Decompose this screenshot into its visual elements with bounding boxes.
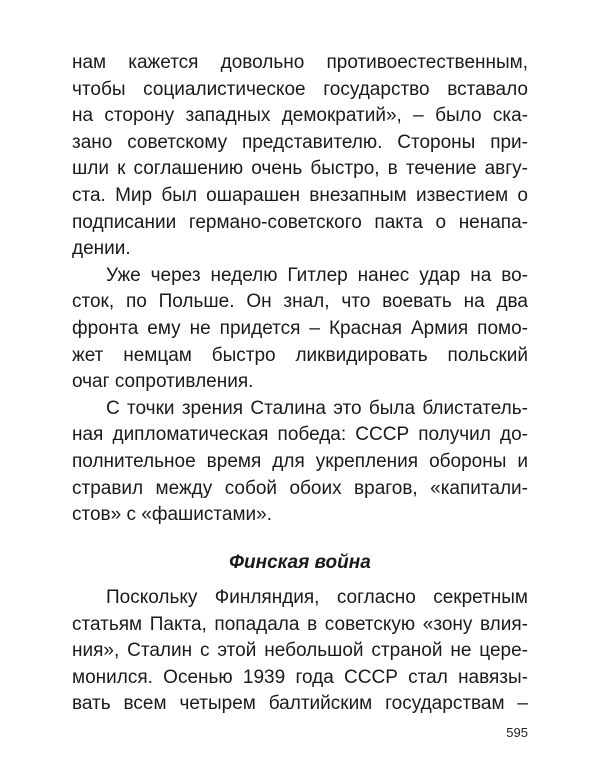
section-title: Финская война xyxy=(229,552,371,573)
text-line: стов» с «фашистами». xyxy=(72,504,272,526)
text-line: стравил между собой обоих врагов, «капитали- xyxy=(72,477,528,499)
paragraph-3 xyxy=(72,396,528,529)
paragraph-4 xyxy=(72,585,528,718)
text-line: статьям Пакта, попадала в советскую «зону влия- xyxy=(72,613,528,635)
text-line: С точки зрения Сталина это была блистатель- xyxy=(106,397,528,419)
text-line: Уже через неделю Гитлер нанес удар на во- xyxy=(106,264,528,286)
text-line: шли к соглашению очень быстро, в течение авгу- xyxy=(72,158,528,180)
text-line: на сторону западных демократий», – было ска- xyxy=(72,105,528,127)
text-line: полнительное время для укрепления обороны и xyxy=(72,450,528,472)
text-line: ния», Сталин с этой небольшой страной не цере- xyxy=(72,640,528,662)
text-line: монился. Осенью 1939 года СССР стал навязы- xyxy=(72,666,528,688)
page-number: 595 xyxy=(506,725,528,740)
text-line: ста. Мир был ошарашен внезапным известием о xyxy=(72,184,528,206)
text-line: сток, по Польше. Он знал, что воевать на два xyxy=(72,291,528,313)
text-line: Поскольку Финляндия, согласно секретным xyxy=(106,587,528,608)
text-line: очаг сопротивления. xyxy=(72,371,254,393)
text-line: нам кажется довольно противоестественным, xyxy=(72,52,528,73)
paragraph-1 xyxy=(72,50,528,263)
text-block-bottom xyxy=(72,585,528,718)
text-line: чтобы социалистическое государство вставало xyxy=(72,78,528,100)
text-line: вать всем четырем балтийским государствам – xyxy=(72,693,528,715)
text-line: подписании германо-советского пакта о ненапа- xyxy=(72,211,528,233)
paragraph-2 xyxy=(72,263,528,396)
text-line: жет немцам быстро ликвидировать польский xyxy=(72,344,528,366)
text-line: дении. xyxy=(72,238,131,260)
text-line: фронта ему не придется – Красная Армия помо- xyxy=(72,317,528,339)
text-line: ная дипломатическая победа: СССР получил до- xyxy=(72,424,528,446)
text-block-top xyxy=(72,50,528,529)
text-line: зано советскому представителю. Стороны при- xyxy=(72,131,528,153)
